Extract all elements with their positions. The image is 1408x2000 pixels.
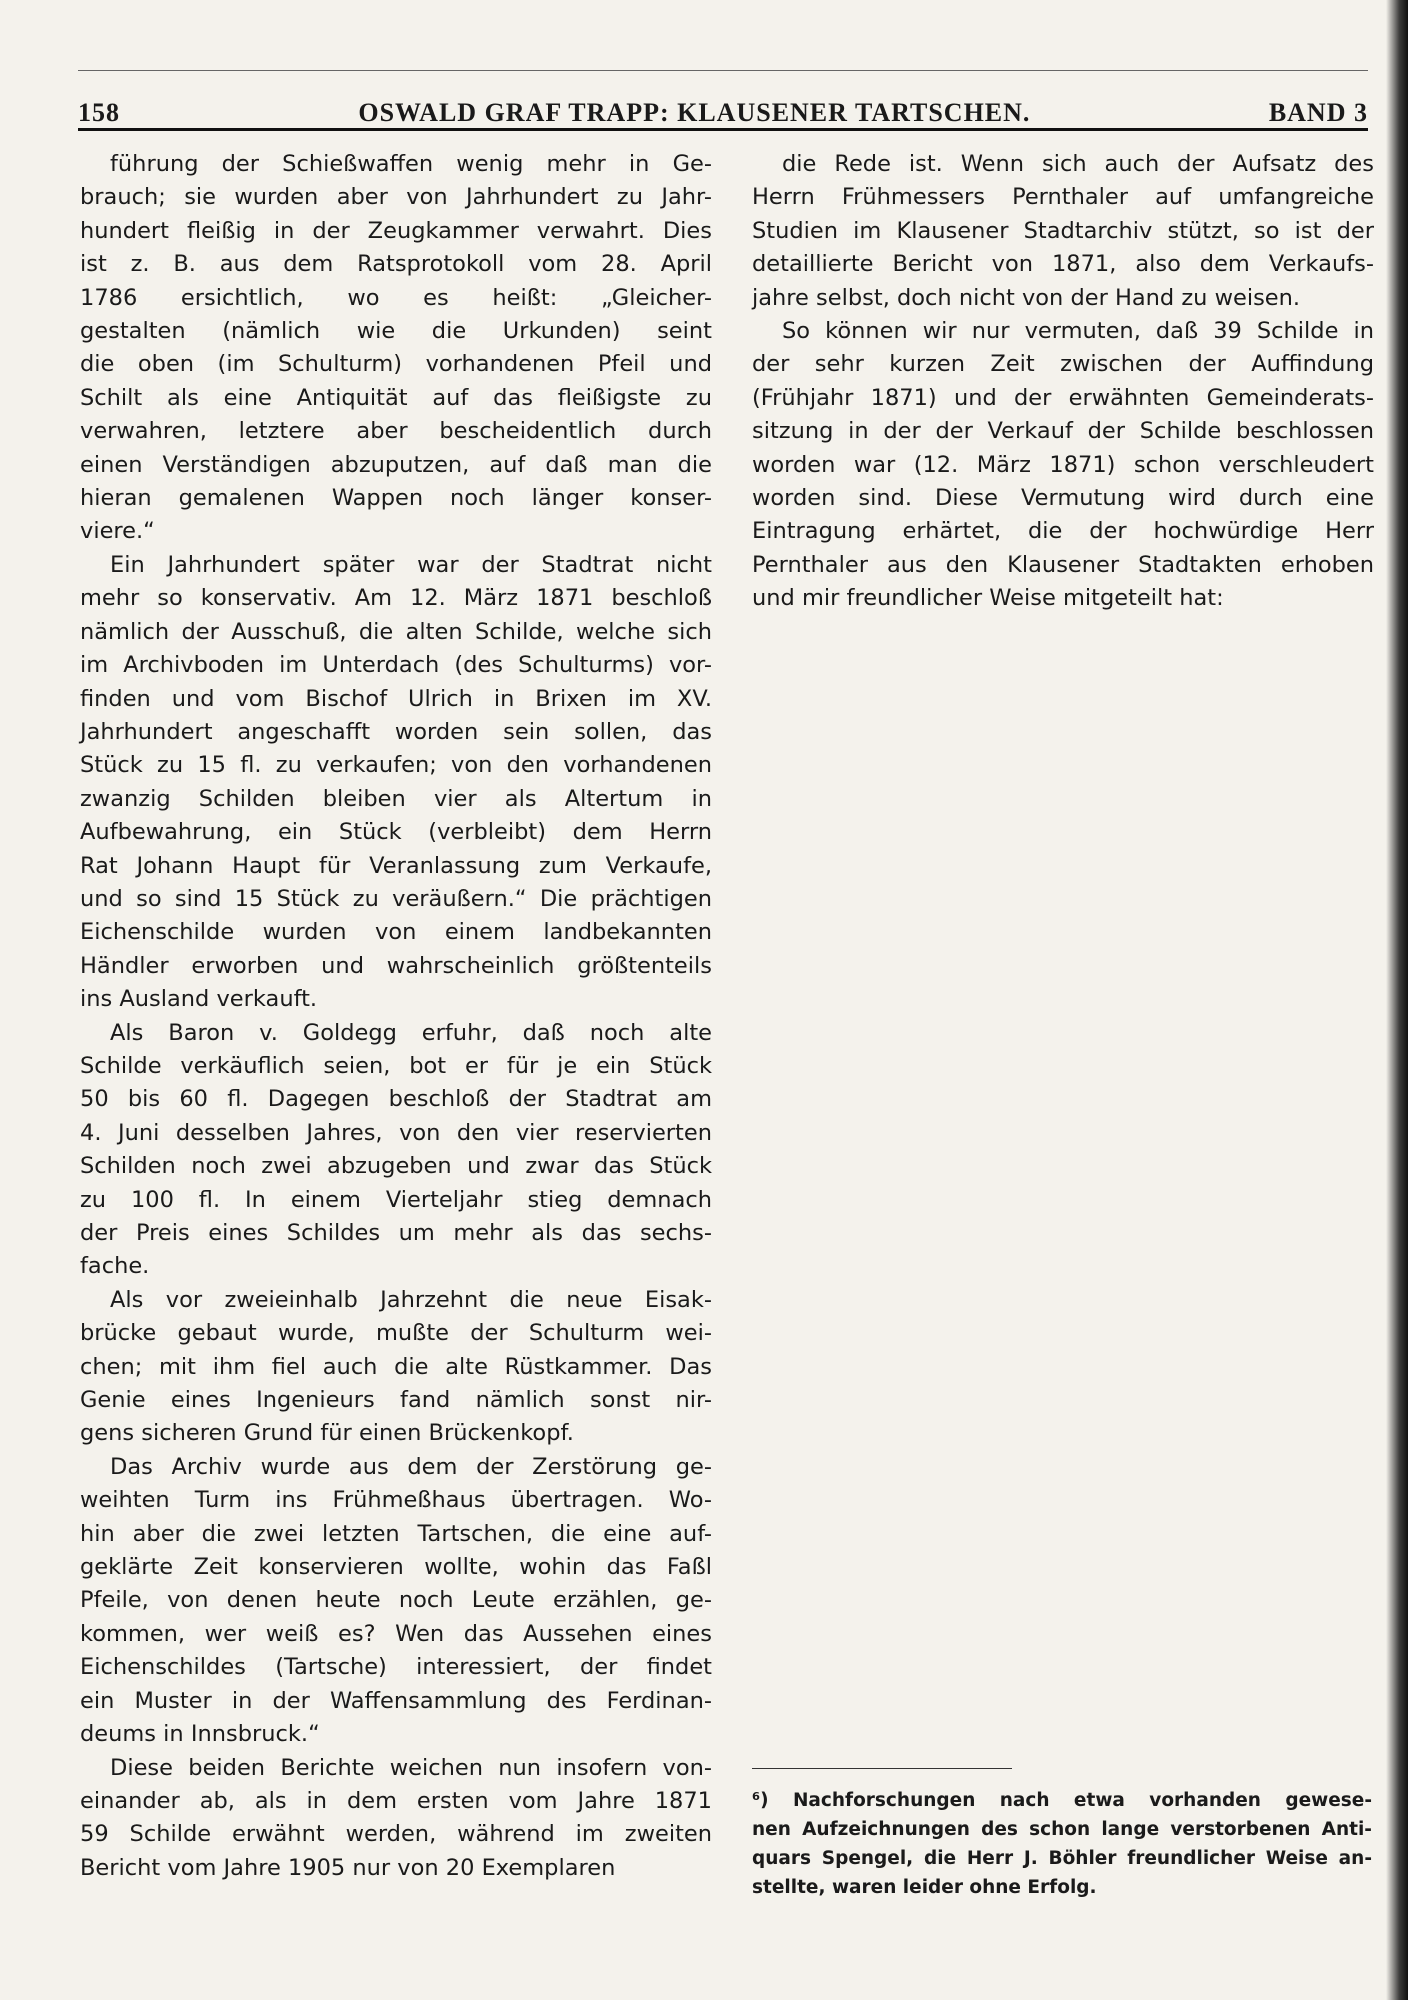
text-line: einen Verständigen abzuputzen, auf daß man die bbox=[80, 451, 712, 478]
text-line: Schilde verkäuflich seien, bot er für je ein Stück bbox=[80, 1052, 712, 1079]
text-line: im Archivboden im Unterdach (des Schulturms) vor- bbox=[80, 652, 712, 679]
text-line: Eichenschildes (Tartsche) interessiert, der findet bbox=[80, 1654, 712, 1681]
paragraph bbox=[80, 1451, 712, 1752]
text-line: einander ab, als in dem ersten vom Jahre 1871 bbox=[80, 1787, 712, 1814]
text-line: Pernthaler aus den Klausener Stadtakten erhoben bbox=[752, 551, 1374, 578]
footnote-line: stellte, waren leider ohne Erfolg. bbox=[752, 1877, 1097, 1898]
text-line: detaillierte Bericht von 1871, also dem Verkaufs- bbox=[752, 251, 1374, 278]
paragraph bbox=[752, 315, 1374, 616]
footnote bbox=[752, 1786, 1372, 1902]
text-line: der sehr kurzen Zeit zwischen der Auffindung bbox=[752, 351, 1374, 378]
text-line: Jahrhundert angeschafft worden sein sollen, das bbox=[80, 718, 712, 745]
text-line: Das Archiv wurde aus dem der Zerstörung ge- bbox=[110, 1453, 712, 1480]
running-head bbox=[78, 82, 1368, 128]
text-line: 59 Schilde erwähnt werden, während im zweiten bbox=[80, 1821, 712, 1848]
text-line: fache. bbox=[80, 1253, 150, 1280]
right-column bbox=[752, 148, 1374, 616]
text-line: weihten Turm ins Frühmeßhaus übertragen. Wo- bbox=[80, 1487, 712, 1514]
paragraph bbox=[80, 1017, 712, 1284]
text-line: Schilt als eine Antiquität auf das fleißigste zu bbox=[80, 384, 712, 411]
paragraph bbox=[80, 1752, 712, 1886]
text-line: kommen, wer weiß es? Wen das Aussehen eines bbox=[80, 1620, 712, 1647]
header-rule-top bbox=[78, 70, 1368, 71]
text-line: Aufbewahrung, ein Stück (verbleibt) dem Herrn bbox=[80, 819, 712, 846]
text-line: viere.“ bbox=[80, 518, 155, 545]
footnote-line: nen Aufzeichnungen des schon lange verstorbenen Anti- bbox=[752, 1819, 1372, 1840]
text-line: Pfeile, von denen heute noch Leute erzählen, ge- bbox=[80, 1587, 712, 1614]
text-line: 4. Juni desselben Jahres, von den vier reservierten bbox=[80, 1119, 712, 1146]
text-line: (Frühjahr 1871) und der erwähnten Gemeinderats- bbox=[752, 384, 1374, 411]
text-line: hieran gemalenen Wappen noch länger konser- bbox=[80, 485, 712, 512]
text-line: Als vor zweieinhalb Jahrzehnt die neue Eisak- bbox=[110, 1286, 712, 1313]
text-line: Händler erworben und wahrscheinlich größtenteils bbox=[80, 952, 712, 979]
text-line: und so sind 15 Stück zu veräußern.“ Die prächtigen bbox=[80, 885, 712, 912]
footnote-line: ⁶) Nachforschungen nach etwa vorhanden gewese- bbox=[752, 1790, 1372, 1811]
text-line: Bericht vom Jahre 1905 nur von 20 Exemplaren bbox=[80, 1854, 616, 1881]
text-line: Schilden noch zwei abzugeben und zwar das Stück bbox=[80, 1153, 712, 1180]
text-line: Eintragung erhärtet, die der hochwürdige Herr bbox=[752, 518, 1374, 545]
text-line: ist z. B. aus dem Ratsprotokoll vom 28. April bbox=[80, 251, 712, 278]
header-rule bbox=[78, 128, 1368, 131]
text-line: zwanzig Schilden bleiben vier als Altertum in bbox=[80, 785, 712, 812]
running-title: OSWALD GRAF TRAPP: KLAUSENER TARTSCHEN. bbox=[358, 98, 1031, 127]
text-line: führung der Schießwaffen wenig mehr in Ge- bbox=[110, 151, 712, 177]
paragraph bbox=[80, 148, 712, 549]
text-line: brücke gebaut wurde, mußte der Schulturm wei- bbox=[80, 1320, 712, 1347]
text-line: die Rede ist. Wenn sich auch der Aufsatz des bbox=[782, 151, 1374, 177]
text-line: gestalten (nämlich wie die Urkunden) seint bbox=[80, 318, 712, 345]
text-line: Genie eines Ingenieurs fand nämlich sonst nir- bbox=[80, 1387, 712, 1414]
text-line: deums in Innsbruck.“ bbox=[80, 1721, 320, 1748]
text-line: worden war (12. März 1871) schon verschleudert bbox=[752, 451, 1374, 478]
text-line: zu 100 fl. In einem Vierteljahr stieg demnach bbox=[80, 1186, 712, 1213]
text-line: jahre selbst, doch nicht von der Hand zu weisen. bbox=[752, 284, 1301, 311]
text-line: ins Ausland verkauft. bbox=[80, 986, 318, 1013]
paragraph bbox=[80, 549, 712, 1017]
text-line: Rat Johann Haupt für Veranlassung zum Verkaufe, bbox=[80, 852, 712, 879]
page-number: 158 bbox=[78, 98, 120, 127]
text-line: mehr so konservativ. Am 12. März 1871 beschloß bbox=[80, 585, 712, 612]
band-label: BAND 3 bbox=[1268, 98, 1368, 127]
text-line: hundert fleißig in der Zeugkammer verwahrt. Dies bbox=[80, 217, 712, 244]
footnote-line: quars Spengel, die Herr J. Böhler freundlicher Weise an- bbox=[752, 1848, 1372, 1869]
text-line: geklärte Zeit konservieren wollte, wohin das Faßl bbox=[80, 1554, 712, 1581]
text-line: finden und vom Bischof Ulrich in Brixen im XV. bbox=[80, 685, 712, 712]
text-line: die oben (im Schulturm) vorhandenen Pfeil und bbox=[80, 351, 712, 378]
text-line: Studien im Klausener Stadtarchiv stützt, so ist der bbox=[752, 217, 1374, 244]
text-line: Ein Jahrhundert später war der Stadtrat nicht bbox=[110, 551, 712, 578]
text-line: nämlich der Ausschuß, die alten Schilde, welche sich bbox=[80, 618, 712, 645]
text-line: brauch; sie wurden aber von Jahrhundert zu Jahr- bbox=[80, 184, 712, 211]
text-line: Als Baron v. Goldegg erfuhr, daß noch alte bbox=[110, 1019, 712, 1046]
footnote-rule bbox=[752, 1768, 1012, 1769]
text-line: Eichenschilde wurden von einem landbekannten bbox=[80, 919, 712, 946]
text-line: Stück zu 15 fl. zu verkaufen; von den vorhandenen bbox=[80, 752, 712, 779]
page-edge-shadow bbox=[1386, 0, 1408, 2000]
text-line: sitzung in der der Verkauf der Schilde beschlossen bbox=[752, 418, 1374, 445]
left-column bbox=[80, 148, 712, 1885]
text-line: und mir freundlicher Weise mitgeteilt hat: bbox=[752, 585, 1224, 612]
text-line: 50 bis 60 fl. Dagegen beschloß der Stadtrat am bbox=[80, 1086, 712, 1113]
text-line: So können wir nur vermuten, daß 39 Schilde in bbox=[782, 318, 1374, 345]
text-line: der Preis eines Schildes um mehr als das sechs- bbox=[80, 1220, 712, 1246]
text-line: Diese beiden Berichte weichen nun insofern von- bbox=[110, 1754, 712, 1781]
text-line: Herrn Frühmessers Pernthaler auf umfangreiche bbox=[752, 184, 1374, 211]
text-line: verwahren, letztere aber bescheidentlich durch bbox=[80, 418, 712, 445]
paragraph bbox=[80, 1284, 712, 1451]
text-line: gens sicheren Grund für einen Brückenkopf. bbox=[80, 1420, 574, 1447]
paragraph bbox=[752, 148, 1374, 315]
text-line: chen; mit ihm fiel auch die alte Rüstkammer. Das bbox=[80, 1353, 712, 1380]
text-line: ein Muster in der Waffensammlung des Ferdinan- bbox=[80, 1687, 712, 1714]
text-line: worden sind. Diese Vermutung wird durch eine bbox=[752, 485, 1374, 512]
text-line: hin aber die zwei letzten Tartschen, die eine auf- bbox=[80, 1520, 712, 1547]
text-line: 1786 ersichtlich, wo es heißt: „Gleicher- bbox=[80, 284, 712, 311]
